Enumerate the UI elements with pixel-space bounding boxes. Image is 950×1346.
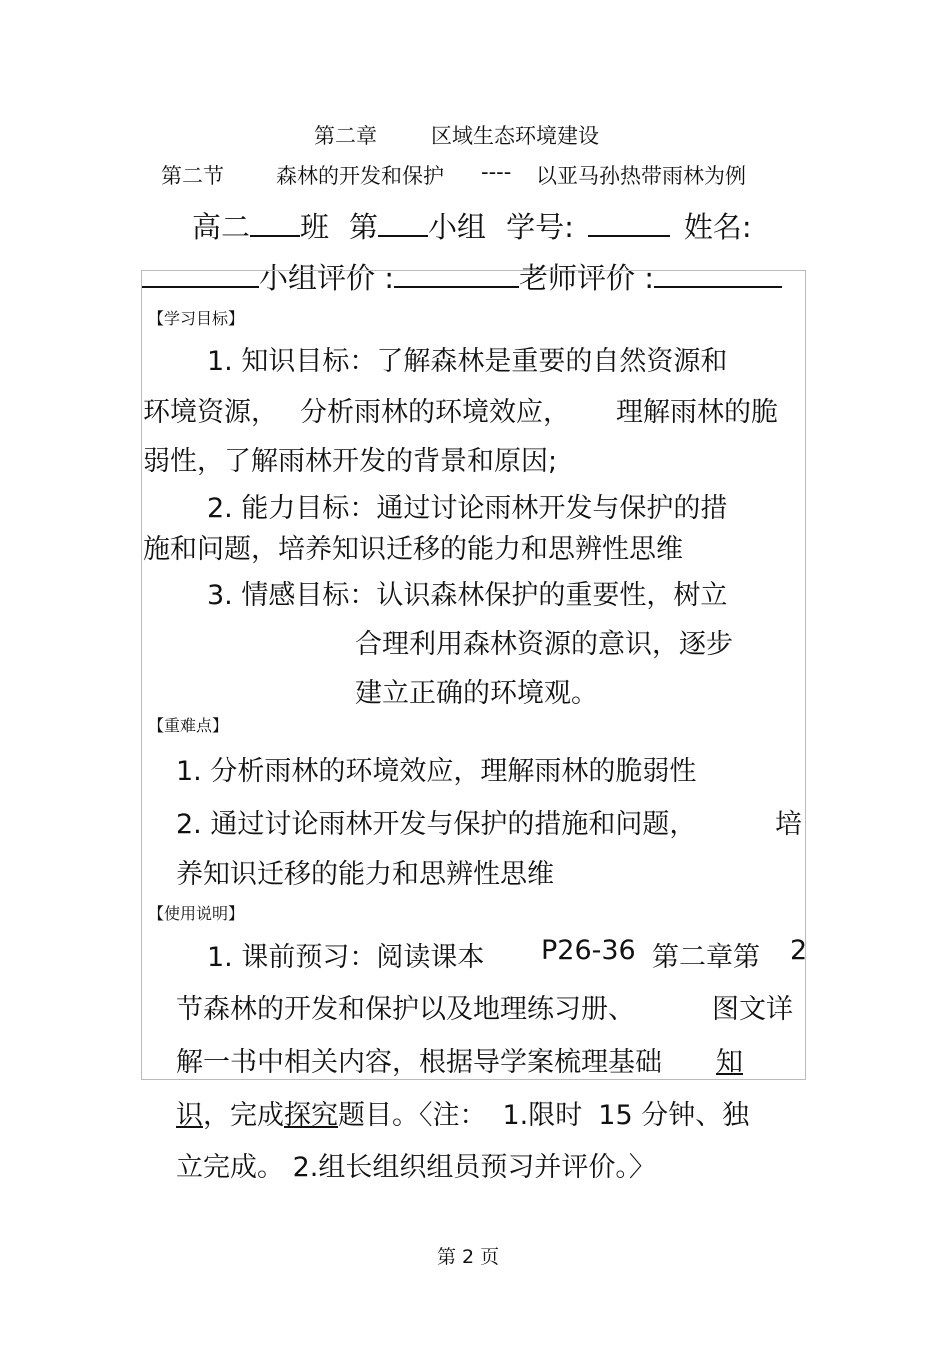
student-info-line — [192, 205, 752, 246]
goals-line-2b: 分析雨林的环境效应， — [300, 397, 570, 428]
group-label: 小组 — [428, 210, 487, 244]
group-blank[interactable] — [378, 211, 428, 237]
class-blank[interactable] — [250, 211, 300, 237]
goals-line-4: 2. 能力目标：通过讨论雨林开发与保护的措 — [207, 493, 728, 524]
usage-line-4d: 题目。〈注： — [338, 1100, 487, 1131]
chapter-number: 第二章 — [314, 124, 377, 148]
goals-line-1: 1. 知识目标：了解森林是重要的自然资源和 — [207, 346, 728, 377]
goals-line-5: 施和问题，培养知识迁移的能力和思辨性思维 — [143, 534, 683, 565]
chapter-title: 区域生态环境建设 — [431, 124, 599, 148]
page-number: 第 2 页 — [437, 1246, 500, 1268]
teacher-eval-label: 老师评价 : — [519, 261, 654, 295]
usage-line-4 — [176, 1093, 749, 1132]
id-label: 学号: — [506, 210, 574, 244]
goals-tag: 【学习目标】 — [148, 309, 245, 328]
usage-line-4b: ，完成 — [203, 1100, 284, 1131]
usage-line-2a: 节森林的开发和保护以及地理练习册、 — [176, 994, 635, 1025]
usage-line-4a: 识 — [176, 1100, 203, 1131]
class-label: 班 — [300, 210, 330, 244]
usage-tag: 【使用说明】 — [148, 904, 245, 923]
grade-label: 高二 — [192, 210, 251, 244]
section-title: 森林的开发和保护 — [276, 164, 444, 188]
goals-line-2c: 理解雨林的脆 — [616, 397, 778, 428]
key-line-2b: 培 — [775, 809, 802, 840]
usage-line-5: 立完成。 2.组长组织组员预习并评价。〉 — [176, 1152, 656, 1183]
id-blank[interactable] — [588, 211, 670, 237]
goals-line-2a: 环境资源， — [143, 397, 278, 428]
goals-line-7: 合理利用森林资源的意识，逐步 — [355, 629, 733, 660]
usage-line-4f: 15 分钟、独 — [598, 1100, 750, 1131]
section-number: 第二节 — [161, 164, 224, 188]
usage-line-1d: 2 — [790, 935, 808, 966]
usage-line-1c: 第二章第 — [652, 942, 760, 973]
usage-line-1b: P26-36 — [541, 935, 636, 966]
usage-line-4e: 1.限时 — [502, 1100, 583, 1131]
goals-line-3: 弱性，了解雨林开发的背景和原因; — [143, 446, 558, 477]
section-dash: ---- — [481, 160, 512, 184]
key-line-2a: 2. 通过讨论雨林开发与保护的措施和问题， — [176, 809, 697, 840]
group-eval-label: 小组评价 : — [259, 261, 394, 295]
group-prefix: 第 — [349, 210, 379, 244]
usage-line-3a: 解一书中相关内容，根据导学案梳理基础 — [176, 1047, 662, 1078]
key-line-3: 养知识迁移的能力和思辨性思维 — [176, 859, 554, 890]
name-label: 姓名: — [683, 210, 752, 244]
usage-line-3b: 知 — [716, 1047, 743, 1078]
usage-line-2b: 图文详 — [712, 994, 793, 1025]
goals-line-6: 3. 情感目标：认识森林保护的重要性，树立 — [207, 580, 728, 611]
section-subtitle: 以亚马孙热带雨林为例 — [536, 164, 746, 188]
usage-line-4c: 探究 — [284, 1100, 338, 1131]
key-tag: 【重难点】 — [148, 716, 229, 735]
goals-line-8: 建立正确的环境观。 — [355, 678, 598, 709]
key-line-1: 1. 分析雨林的环境效应，理解雨林的脆弱性 — [176, 756, 697, 787]
usage-line-1a: 1. 课前预习：阅读课本 — [207, 942, 485, 973]
